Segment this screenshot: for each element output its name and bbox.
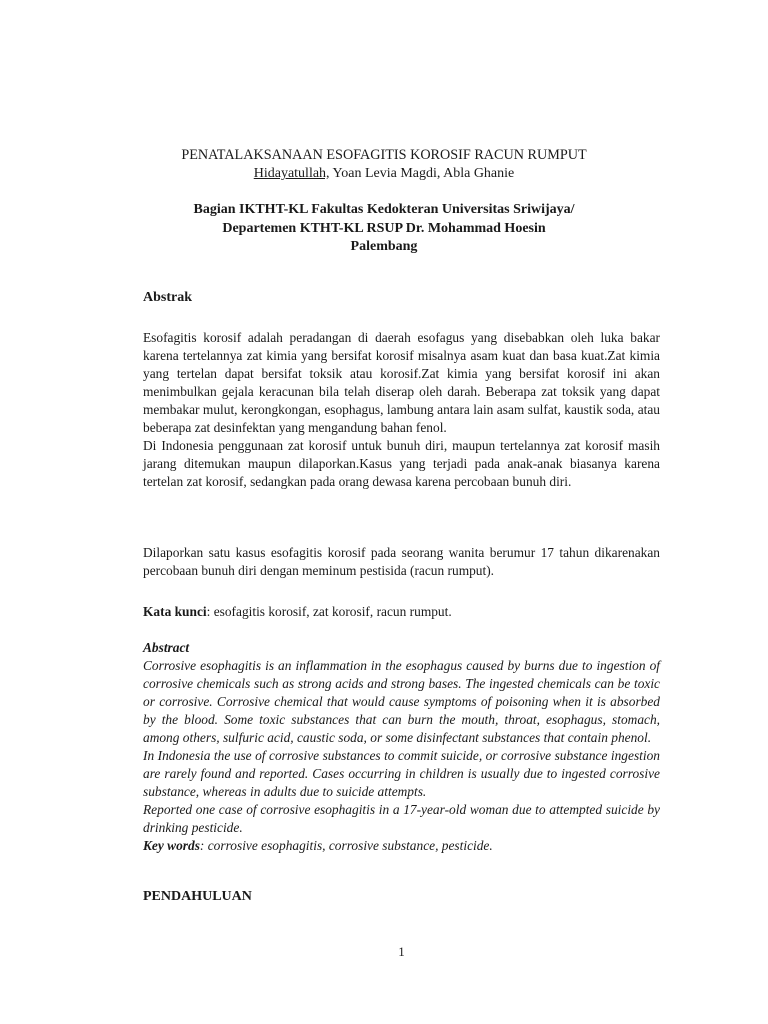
abstrak-paragraph-1: Esofagitis korosif adalah peradangan di daerah esofagus yang disebabkan oleh luka bakar karena tertelannya zat kimia yang bersifat korosif misalnya asam kuat dan basa kuat.Zat kimia yang tertelan dapat bersifat toksik atau korosif.Zat kimia yang bersifat korosif ini akan menimbulkan gejala keracunan bila telah diserap oleh darah. Beberapa zat toksik yang dapat membakar mulut, kerongkongan, esophagus, lambung antara lain asam sulfat, kaustik soda, atau beberapa zat desinfektan yang mengandung bahan fenol.: [143, 330, 660, 435]
abstrak-heading: Abstrak: [143, 290, 193, 305]
abstract-paragraph-3: Reported one case of corrosive esophagitis in a 17-year-old woman due to attempted suicide by drinking pesticide.: [143, 802, 660, 835]
first-author: Hidayatullah,: [253, 166, 330, 181]
pendahuluan-heading: PENDAHULUAN: [143, 889, 252, 904]
other-authors: Yoan Levia Magdi, Abla Ghanie: [329, 166, 515, 181]
affiliation: [0, 201, 768, 257]
abstrak-paragraph-3: Dilaporkan satu kasus esofagitis korosif pada seorang wanita berumur 17 tahun dikarenakan percobaan bunuh diri dengan meminum pestisida (racun rumput).: [143, 545, 660, 578]
author-list: [0, 166, 768, 182]
abstract-paragraph-1: Corrosive esophagitis is an inflammation in the esophagus caused by burns due to ingestion of corrosive chemicals such as strong acids and strong bases. The ingested chemicals can be toxic or corrosive. Corrosive chemical that would cause symptoms of poisoning when it is absorbed by the blood. Some toxic substances that can burn the mouth, throat, esophagus, stomach, among others, sulfuric acid, caustic soda, or some disinfectant substances that contain phenol.: [143, 658, 660, 745]
kata-kunci-label: Kata kunci: [143, 604, 207, 619]
paper-title: PENATALAKSANAAN ESOFAGITIS KOROSIF RACUN RUMPUT: [181, 147, 587, 163]
key-words: [143, 837, 660, 855]
kata-kunci-text: : esofagitis korosif, zat korosif, racun rumput.: [206, 604, 452, 619]
abstract-body: [143, 639, 660, 855]
abstract-heading: Abstract: [143, 640, 190, 655]
page-number: 1: [398, 944, 405, 959]
affiliation-line-3: Palembang: [350, 239, 418, 254]
abstrak-body: [143, 329, 660, 491]
key-words-text: : corrosive esophagitis, corrosive substance, pesticide.: [199, 838, 493, 853]
affiliation-line-2: Departemen KTHT-KL RSUP Dr. Mohammad Hoesin: [222, 220, 546, 236]
kata-kunci: [143, 603, 660, 621]
key-words-label: Key words: [143, 838, 200, 853]
affiliation-line-1: Bagian IKTHT-KL Fakultas Kedokteran Universitas Sriwijaya/: [193, 202, 575, 217]
abstrak-case-paragraph: [143, 544, 660, 580]
abstrak-paragraph-2: Di Indonesia penggunaan zat korosif untuk bunuh diri, maupun tertelannya zat korosif masih jarang ditemukan maupun dilaporkan.Kasus yang terjadi pada anak-anak biasanya karena tertelan zat korosif, sedangkan pada orang dewasa karena percobaan bunuh diri.: [143, 438, 660, 489]
abstract-paragraph-2: In Indonesia the use of corrosive substances to commit suicide, or corrosive substance ingestion are rarely found and reported. Cases occurring in children is usually due to ingested corrosive substance, whereas in adults due to suicide attempts.: [143, 748, 660, 799]
